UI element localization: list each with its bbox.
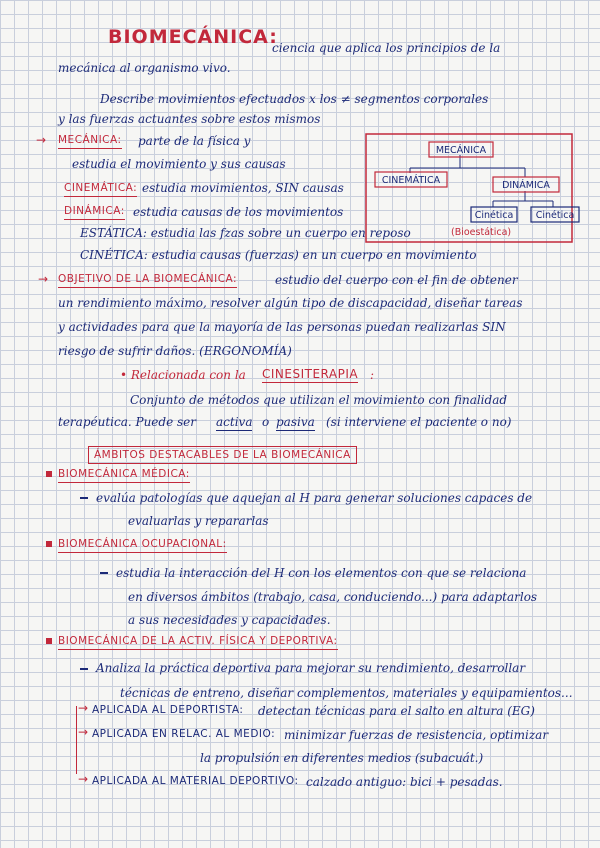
relacionada-suffix: : [370,368,375,382]
cinesi-line-3: (si interviene el paciente o no) [326,415,512,429]
medica-label: BIOMECÁNICA MÉDICA: [58,467,190,483]
medica-line-1: evalúa patologías que aquejan al H para generar soluciones capaces de [96,491,533,505]
arrow-icon: → [78,772,89,786]
title-definition-line-1: ciencia que aplica los principios de la [272,41,501,55]
cinesi-line-2: terapéutica. Puede ser [58,415,196,429]
diagram-note: (Bioestática) [451,227,512,238]
arrow-icon: → [78,701,89,715]
diagram-cinematica: CINEMÁTICA [381,175,441,186]
mecanica-diagram [365,133,585,245]
objetivo-label: OBJETIVO DE LA BIOMECÁNICA: [58,272,237,288]
diagram-leaf-1: Cinética [474,210,514,221]
sub-2-text-2: la propulsión en diferentes medios (subacuát.) [200,751,484,765]
cinesiterapia-label: CINESITERAPIA [262,367,359,381]
objetivo-line-3: riesgo de sufrir daños. (ERGONOMÍA) [58,344,292,358]
sub-bracket [76,706,77,774]
sub-1-label: APLICADA AL DEPORTISTA: [92,704,244,716]
ocupacional-line-1: estudia la interacción del H con los elementos con que se relaciona [116,566,527,580]
sub-3-label: APLICADA AL MATERIAL DEPORTIVO: [92,775,299,787]
pasiva-word: pasiva [276,415,315,429]
diagram-root: MECÁNICA [435,145,487,156]
sub-1-text: detectan técnicas para el salto en altura (EG) [258,704,535,718]
arrow-icon: → [36,133,47,147]
ambitos-heading: ÁMBITOS DESTACABLES DE LA BIOMECÁNICA [88,446,357,464]
deportiva-line-1: Analiza la práctica deportiva para mejorar su rendimiento, desarrollar [96,661,526,675]
dinamica-text: estudia causas de los movimientos [133,205,344,219]
relacionada-prefix: • Relacionada con la [120,368,246,382]
bullet-icon [46,541,52,547]
ocupacional-line-2: en diversos ámbitos (trabajo, casa, conduciendo...) para adaptarlos [128,590,538,604]
mecanica-label: MECÁNICA: [58,133,122,149]
objetivo-line-2: y actividades para que la mayoría de las personas puedan realizarlas SIN [58,320,506,334]
title-definition-line-2: mecánica al organismo vivo. [58,61,231,75]
dash-icon [100,572,108,574]
o-word: o [262,415,270,429]
dash-icon [80,497,88,499]
mecanica-text-2: estudia el movimiento y sus causas [72,157,286,171]
deportiva-line-2: técnicas de entreno, diseñar complementos, materiales y equipamientos... [120,686,573,700]
bullet-icon [46,638,52,644]
medica-line-2: evaluarlas y repararlas [128,514,269,528]
activa-word: activa [216,415,253,429]
ocupacional-label: BIOMECÁNICA OCUPACIONAL: [58,537,227,553]
mecanica-text-1: parte de la física y [138,134,251,148]
sub-2-label: APLICADA EN RELAC. AL MEDIO: [92,728,276,740]
dinamica-label: DINÁMICA: [64,204,125,220]
objetivo-line-1: un rendimiento máximo, resolver algún tipo de discapacidad, diseñar tareas [58,296,523,310]
ocupacional-line-3: a sus necesidades y capacidades. [128,613,331,627]
describe-line-2: y las fuerzas actuantes sobre estos mismos [58,112,321,126]
bullet-icon [46,471,52,477]
diagram-leaf-2: Cinética [535,210,575,221]
cinesi-line-1: Conjunto de métodos que utilizan el movimiento con finalidad [130,393,508,407]
arrow-icon: → [38,272,49,286]
cinematica-label: CINEMÁTICA: [64,181,137,197]
sub-2-text: minimizar fuerzas de resistencia, optimizar [284,728,549,742]
describe-line-1: Describe movimientos efectuados x los ≠ segmentos corporales [100,92,489,106]
page-title: BIOMECÁNICA: [108,26,278,48]
diagram-dinamica: DINÁMICA [502,180,550,191]
estatica-text: ESTÁTICA: estudia las fzas sobre un cuerpo en reposo [80,226,411,240]
dash-icon [80,668,88,670]
cinetica-text: CINÉTICA: estudia causas (fuerzas) en un cuerpo en movimiento [80,248,477,262]
cinematica-text: estudia movimientos, SIN causas [142,181,344,195]
sub-3-text: calzado antiguo: bici + pesadas. [306,775,503,789]
arrow-icon: → [78,725,89,739]
objetivo-text: estudio del cuerpo con el fin de obtener [275,273,518,287]
deportiva-label: BIOMECÁNICA DE LA ACTIV. FÍSICA Y DEPORTIVA: [58,634,338,650]
